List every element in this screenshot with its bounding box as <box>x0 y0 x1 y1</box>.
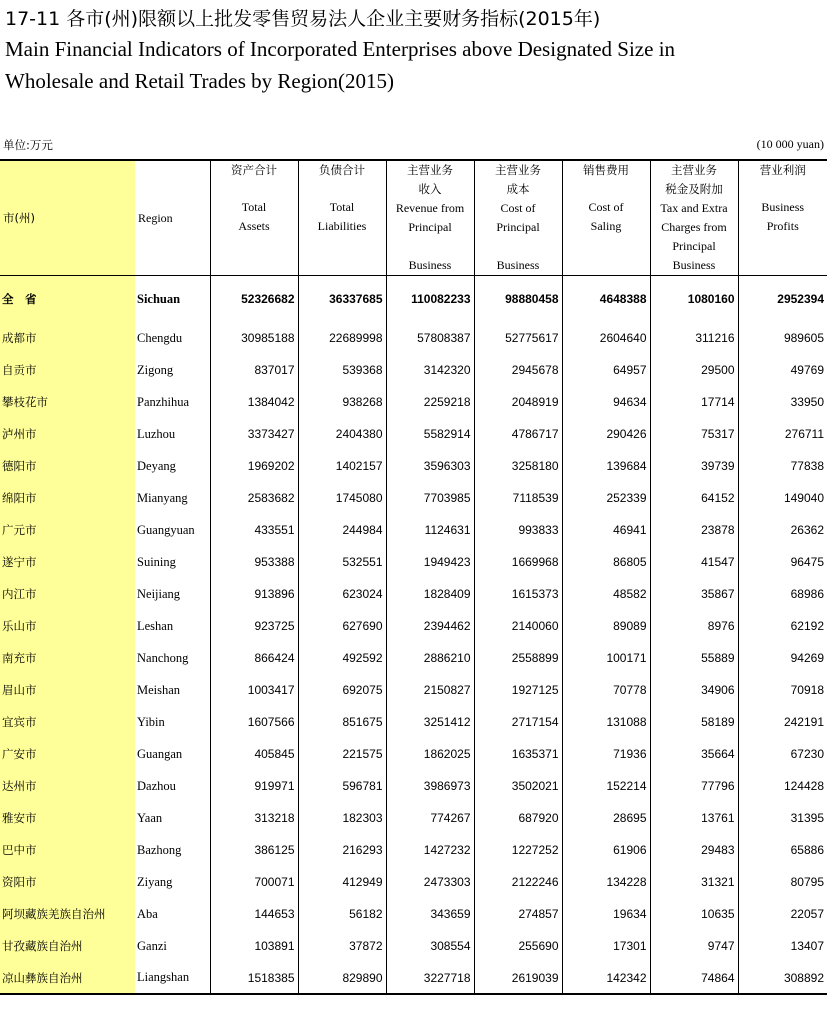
city-name-cell: 自贡市 <box>0 354 135 386</box>
table-row <box>0 482 827 514</box>
value-cell: 433551 <box>210 514 298 546</box>
city-name-cell: 遂宁市 <box>0 546 135 578</box>
value-cell: 829890 <box>298 962 386 994</box>
header-city: 市(州) <box>0 160 135 276</box>
value-cell: 308554 <box>386 930 474 962</box>
value-cell: 182303 <box>298 802 386 834</box>
city-name-cell: 攀枝花市 <box>0 386 135 418</box>
table-row <box>0 578 827 610</box>
value-cell: 2583682 <box>210 482 298 514</box>
value-cell: 2473303 <box>386 866 474 898</box>
value-cell: 989605 <box>738 322 827 354</box>
value-cell: 492592 <box>298 642 386 674</box>
value-cell: 131088 <box>562 706 650 738</box>
value-cell: 89089 <box>562 610 650 642</box>
region-name-cell: Guangyuan <box>137 522 195 537</box>
value-cell: 10635 <box>650 898 738 930</box>
table-row <box>0 450 827 482</box>
value-cell: 29500 <box>650 354 738 386</box>
value-cell: 1745080 <box>298 482 386 514</box>
value-cell: 993833 <box>474 514 562 546</box>
header-row <box>0 160 827 276</box>
value-cell: 532551 <box>298 546 386 578</box>
value-cell: 687920 <box>474 802 562 834</box>
value-cell: 2404380 <box>298 418 386 450</box>
city-name-cell: 甘孜藏族自治州 <box>0 930 135 962</box>
value-cell: 9747 <box>650 930 738 962</box>
value-cell: 35867 <box>650 578 738 610</box>
city-name-cell: 内江市 <box>0 578 135 610</box>
table-row <box>0 898 827 930</box>
value-cell: 343659 <box>386 898 474 930</box>
table-row <box>0 706 827 738</box>
value-cell: 1003417 <box>210 674 298 706</box>
value-cell: 851675 <box>298 706 386 738</box>
value-cell: 2717154 <box>474 706 562 738</box>
value-cell: 46941 <box>562 514 650 546</box>
value-cell: 2952394 <box>738 276 827 323</box>
value-cell: 103891 <box>210 930 298 962</box>
city-name-cell: 资阳市 <box>0 866 135 898</box>
value-cell: 308892 <box>738 962 827 994</box>
region-name-cell: Neijiang <box>137 586 181 601</box>
value-cell: 17301 <box>562 930 650 962</box>
table-row <box>0 354 827 386</box>
value-cell: 77796 <box>650 770 738 802</box>
city-name-cell: 全 省 <box>0 276 135 323</box>
value-cell: 3502021 <box>474 770 562 802</box>
value-cell: 13761 <box>650 802 738 834</box>
value-cell: 3373427 <box>210 418 298 450</box>
city-name-cell: 巴中市 <box>0 834 135 866</box>
value-cell: 152214 <box>562 770 650 802</box>
value-cell: 837017 <box>210 354 298 386</box>
table-title-english-line2: Wholesale and Retail Trades by Region(2015) <box>5 69 395 93</box>
value-cell: 1635371 <box>474 738 562 770</box>
value-cell: 1949423 <box>386 546 474 578</box>
value-cell: 7118539 <box>474 482 562 514</box>
region-name-cell: Mianyang <box>137 490 188 505</box>
value-cell: 627690 <box>298 610 386 642</box>
region-name-cell: Panzhihua <box>137 394 190 409</box>
value-cell: 4786717 <box>474 418 562 450</box>
value-cell: 65886 <box>738 834 827 866</box>
city-name-cell: 雅安市 <box>0 802 135 834</box>
table-row <box>0 514 827 546</box>
city-name-cell: 广安市 <box>0 738 135 770</box>
value-cell: 30985188 <box>210 322 298 354</box>
value-cell: 274857 <box>474 898 562 930</box>
table-row <box>0 834 827 866</box>
value-cell: 1518385 <box>210 962 298 994</box>
value-cell: 2259218 <box>386 386 474 418</box>
value-cell: 4648388 <box>562 276 650 323</box>
value-cell: 23878 <box>650 514 738 546</box>
value-cell: 692075 <box>298 674 386 706</box>
region-name-cell: Meishan <box>137 682 181 697</box>
value-cell: 94269 <box>738 642 827 674</box>
value-cell: 29483 <box>650 834 738 866</box>
city-name-cell: 南充市 <box>0 642 135 674</box>
city-name-cell: 宜宾市 <box>0 706 135 738</box>
value-cell: 953388 <box>210 546 298 578</box>
value-cell: 2140060 <box>474 610 562 642</box>
region-name-cell: Aba <box>137 906 158 921</box>
value-cell: 1427232 <box>386 834 474 866</box>
value-cell: 55889 <box>650 642 738 674</box>
region-name-cell: Bazhong <box>137 842 182 857</box>
value-cell: 3227718 <box>386 962 474 994</box>
table-row <box>0 866 827 898</box>
table-title-chinese: 17-11 各市(州)限额以上批发零售贸易法人企业主要财务指标(2015年) <box>5 8 601 30</box>
value-cell: 71936 <box>562 738 650 770</box>
value-cell: 67230 <box>738 738 827 770</box>
table-row <box>0 642 827 674</box>
value-cell: 913896 <box>210 578 298 610</box>
value-cell: 1080160 <box>650 276 738 323</box>
value-cell: 252339 <box>562 482 650 514</box>
value-cell: 74864 <box>650 962 738 994</box>
region-name-cell: Sichuan <box>137 291 181 306</box>
value-cell: 49769 <box>738 354 827 386</box>
value-cell: 2619039 <box>474 962 562 994</box>
value-cell: 70778 <box>562 674 650 706</box>
value-cell: 1607566 <box>210 706 298 738</box>
value-cell: 2886210 <box>386 642 474 674</box>
value-cell: 311216 <box>650 322 738 354</box>
table-row <box>0 738 827 770</box>
value-cell: 221575 <box>298 738 386 770</box>
value-cell: 244984 <box>298 514 386 546</box>
value-cell: 242191 <box>738 706 827 738</box>
value-cell: 7703985 <box>386 482 474 514</box>
value-cell: 313218 <box>210 802 298 834</box>
table-row <box>0 386 827 418</box>
value-cell: 919971 <box>210 770 298 802</box>
value-cell: 1927125 <box>474 674 562 706</box>
value-cell: 96475 <box>738 546 827 578</box>
value-cell: 17714 <box>650 386 738 418</box>
value-cell: 1969202 <box>210 450 298 482</box>
value-cell: 13407 <box>738 930 827 962</box>
value-cell: 37872 <box>298 930 386 962</box>
value-cell: 596781 <box>298 770 386 802</box>
value-cell: 923725 <box>210 610 298 642</box>
region-name-cell: Ganzi <box>137 938 167 953</box>
value-cell: 86805 <box>562 546 650 578</box>
value-cell: 33950 <box>738 386 827 418</box>
region-name-cell: Leshan <box>137 618 174 633</box>
table-row <box>0 418 827 450</box>
value-cell: 56182 <box>298 898 386 930</box>
region-name-cell: Suining <box>137 554 176 569</box>
value-cell: 2394462 <box>386 610 474 642</box>
value-cell: 58189 <box>650 706 738 738</box>
value-cell: 3142320 <box>386 354 474 386</box>
table-row-total <box>0 276 827 323</box>
city-name-cell: 成都市 <box>0 322 135 354</box>
table-row <box>0 322 827 354</box>
value-cell: 539368 <box>298 354 386 386</box>
value-cell: 142342 <box>562 962 650 994</box>
value-cell: 124428 <box>738 770 827 802</box>
city-name-cell: 乐山市 <box>0 610 135 642</box>
header-region: Region <box>135 160 210 276</box>
value-cell: 216293 <box>298 834 386 866</box>
table-row <box>0 770 827 802</box>
region-name-cell: Zigong <box>137 362 174 377</box>
value-cell: 80795 <box>738 866 827 898</box>
value-cell: 61906 <box>562 834 650 866</box>
value-cell: 8976 <box>650 610 738 642</box>
value-cell: 1227252 <box>474 834 562 866</box>
value-cell: 255690 <box>474 930 562 962</box>
value-cell: 94634 <box>562 386 650 418</box>
table-row <box>0 802 827 834</box>
region-name-cell: Chengdu <box>137 330 183 345</box>
region-name-cell: Nanchong <box>137 650 189 665</box>
value-cell: 3258180 <box>474 450 562 482</box>
value-cell: 52775617 <box>474 322 562 354</box>
value-cell: 77838 <box>738 450 827 482</box>
table-body <box>0 276 827 995</box>
value-cell: 1669968 <box>474 546 562 578</box>
value-cell: 149040 <box>738 482 827 514</box>
value-cell: 2122246 <box>474 866 562 898</box>
region-name-cell: Guangan <box>137 746 183 761</box>
header-col-1: 资产合计 Total Assets <box>210 160 298 276</box>
value-cell: 70918 <box>738 674 827 706</box>
value-cell: 35664 <box>650 738 738 770</box>
value-cell: 5582914 <box>386 418 474 450</box>
value-cell: 2945678 <box>474 354 562 386</box>
table-row <box>0 546 827 578</box>
header-col-6: 主营业务 税金及附加 Tax and Extra Charges from Principal Business <box>650 160 738 276</box>
value-cell: 2604640 <box>562 322 650 354</box>
value-cell: 110082233 <box>386 276 474 323</box>
header-col-4: 主营业务 成本 Cost of Principal Business <box>474 160 562 276</box>
value-cell: 75317 <box>650 418 738 450</box>
value-cell: 3596303 <box>386 450 474 482</box>
value-cell: 1828409 <box>386 578 474 610</box>
value-cell: 68986 <box>738 578 827 610</box>
value-cell: 19634 <box>562 898 650 930</box>
table-title-english-line1: Main Financial Indicators of Incorporated Enterprises above Designated Size in <box>5 37 676 61</box>
value-cell: 700071 <box>210 866 298 898</box>
value-cell: 98880458 <box>474 276 562 323</box>
value-cell: 31395 <box>738 802 827 834</box>
city-name-cell: 泸州市 <box>0 418 135 450</box>
value-cell: 39739 <box>650 450 738 482</box>
table-row <box>0 610 827 642</box>
value-cell: 26362 <box>738 514 827 546</box>
value-cell: 3986973 <box>386 770 474 802</box>
value-cell: 139684 <box>562 450 650 482</box>
value-cell: 290426 <box>562 418 650 450</box>
value-cell: 64152 <box>650 482 738 514</box>
city-name-cell: 绵阳市 <box>0 482 135 514</box>
value-cell: 1862025 <box>386 738 474 770</box>
value-cell: 1384042 <box>210 386 298 418</box>
value-cell: 2048919 <box>474 386 562 418</box>
value-cell: 623024 <box>298 578 386 610</box>
region-name-cell: Dazhou <box>137 778 176 793</box>
value-cell: 52326682 <box>210 276 298 323</box>
city-name-cell: 阿坝藏族羌族自治州 <box>0 898 135 930</box>
value-cell: 144653 <box>210 898 298 930</box>
value-cell: 866424 <box>210 642 298 674</box>
value-cell: 1615373 <box>474 578 562 610</box>
value-cell: 57808387 <box>386 322 474 354</box>
value-cell: 2558899 <box>474 642 562 674</box>
region-name-cell: Yaan <box>137 810 163 825</box>
value-cell: 22689998 <box>298 322 386 354</box>
table-row <box>0 962 827 994</box>
region-name-cell: Luzhou <box>137 426 176 441</box>
value-cell: 62192 <box>738 610 827 642</box>
value-cell: 3251412 <box>386 706 474 738</box>
value-cell: 41547 <box>650 546 738 578</box>
table-row <box>0 674 827 706</box>
value-cell: 28695 <box>562 802 650 834</box>
value-cell: 36337685 <box>298 276 386 323</box>
value-cell: 405845 <box>210 738 298 770</box>
value-cell: 412949 <box>298 866 386 898</box>
table-row <box>0 930 827 962</box>
header-col-7: 营业利润 Business Profits <box>738 160 827 276</box>
value-cell: 2150827 <box>386 674 474 706</box>
city-name-cell: 广元市 <box>0 514 135 546</box>
value-cell: 1124631 <box>386 514 474 546</box>
value-cell: 64957 <box>562 354 650 386</box>
unit-label-english: (10 000 yuan) <box>756 137 824 151</box>
financial-indicators-table <box>0 159 827 995</box>
region-name-cell: Ziyang <box>137 874 173 889</box>
city-name-cell: 达州市 <box>0 770 135 802</box>
value-cell: 938268 <box>298 386 386 418</box>
value-cell: 22057 <box>738 898 827 930</box>
value-cell: 276711 <box>738 418 827 450</box>
value-cell: 31321 <box>650 866 738 898</box>
header-col-2: 负债合计 Total Liabilities <box>298 160 386 276</box>
unit-label-chinese: 单位:万元 <box>3 138 53 152</box>
header-col-5: 销售费用 Cost of Saling <box>562 160 650 276</box>
city-name-cell: 眉山市 <box>0 674 135 706</box>
header-col-3: 主营业务 收入 Revenue from Principal Business <box>386 160 474 276</box>
region-name-cell: Liangshan <box>135 962 210 994</box>
city-name-cell: 凉山彝族自治州 <box>0 962 135 994</box>
value-cell: 386125 <box>210 834 298 866</box>
city-name-cell: 德阳市 <box>0 450 135 482</box>
value-cell: 100171 <box>562 642 650 674</box>
region-name-cell: Yibin <box>137 714 165 729</box>
region-name-cell: Deyang <box>137 458 176 473</box>
value-cell: 134228 <box>562 866 650 898</box>
value-cell: 48582 <box>562 578 650 610</box>
value-cell: 774267 <box>386 802 474 834</box>
value-cell: 34906 <box>650 674 738 706</box>
value-cell: 1402157 <box>298 450 386 482</box>
